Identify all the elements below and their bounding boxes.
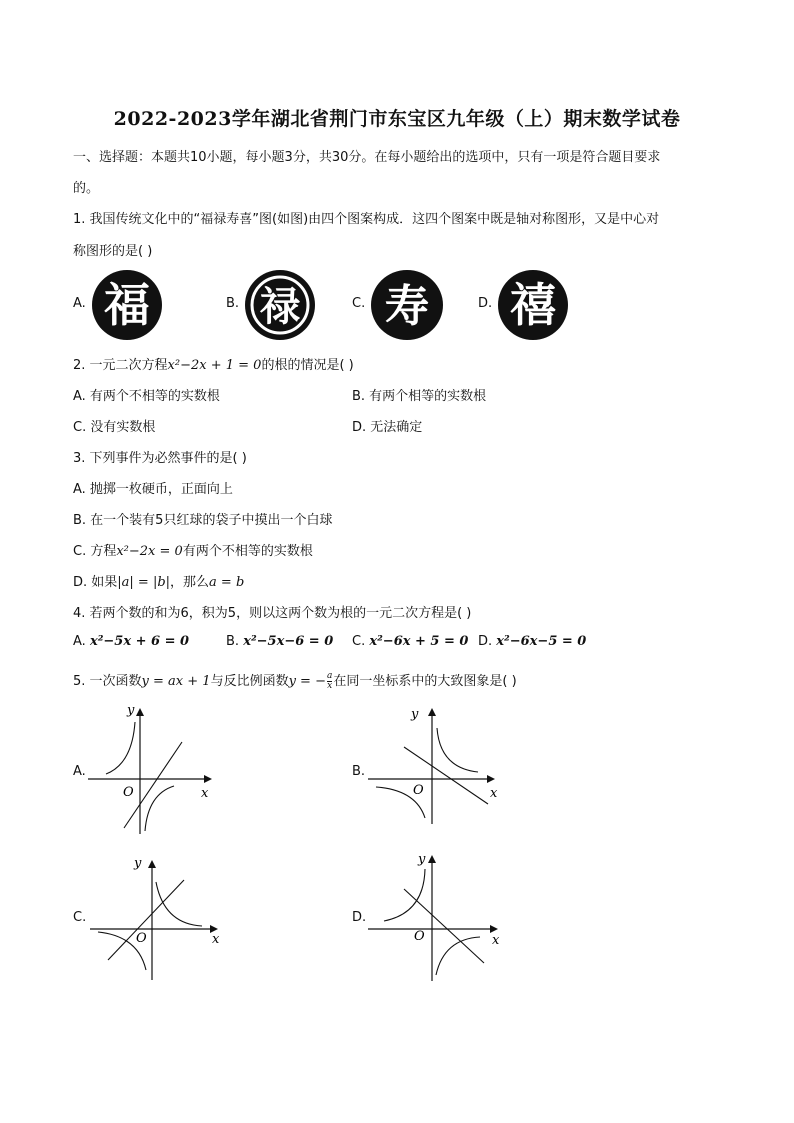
axis-x-label: x (212, 932, 220, 947)
q4-option-b (226, 634, 333, 649)
q5-stem-post: 在同一坐标系中的大致图象是( ) (333, 674, 517, 689)
q1-option-b-label: B. (226, 296, 240, 311)
origin-label: O (414, 929, 425, 944)
q4-option-d (478, 634, 586, 649)
q1-option-a-label: A. (73, 296, 86, 311)
q3-option-b: B. 在一个装有5只红球的袋子中摸出一个白球 (73, 513, 333, 528)
axis-x-label: x (490, 786, 498, 801)
origin-label: O (413, 783, 424, 798)
q2-option-c: C. 没有实数根 (73, 420, 156, 435)
q5-eq1: y = ax + 1 (141, 674, 211, 689)
axis-y-label: y (411, 707, 419, 722)
q1-option-c-label: C. (352, 296, 366, 311)
section-heading-line1: 一、选择题：本题共10小题，每小题3分，共30分。在每小题给出的选项中，只有一项是符合题目要求 (73, 150, 661, 165)
q5-graph-c (90, 850, 225, 985)
q4-option-a-label: A. (73, 634, 86, 649)
q2-stem-post: 的根的情况是( ) (261, 358, 354, 373)
q4-option-d-eq: x²−6x−5 = 0 (496, 634, 587, 649)
q4-option-a (73, 634, 189, 649)
q5-eq2-pre: y = − (288, 674, 326, 689)
q3-option-d-eq1: |a| = |b| (117, 575, 171, 590)
q5-stem (73, 670, 517, 691)
q5-graph-d (368, 845, 508, 985)
q3-option-c (73, 540, 313, 559)
q4-option-b-label: B. (226, 634, 240, 649)
q1-stem-line2: 称图形的是( ) (73, 244, 153, 259)
q4-option-c-label: C. (352, 634, 366, 649)
axis-y-label: y (127, 703, 135, 718)
q2-option-b: B. 有两个相等的实数根 (352, 389, 487, 404)
axis-y-label: y (134, 856, 142, 871)
section-heading-line2: 的。 (73, 181, 100, 196)
q3-stem: 3. 下列事件为必然事件的是( ) (73, 451, 247, 466)
q4-stem: 4. 若两个数的和为6，积为5，则以这两个数为根的一元二次方程是( ) (73, 606, 472, 621)
lu-seal-icon (243, 268, 317, 342)
q2-stem (73, 354, 354, 373)
q5-graph-b-label: B. (352, 764, 366, 779)
lu-glyph: 禄 (260, 283, 300, 330)
q4-option-c-eq: x²−6x + 5 = 0 (369, 634, 469, 649)
axis-x-label: x (201, 786, 209, 801)
axis-y-label: y (418, 852, 426, 867)
q4-option-c (352, 634, 468, 649)
q3-option-c-eq: x²−2x = 0 (116, 544, 183, 559)
shou-glyph: 寿 (385, 281, 429, 332)
shou-seal-icon (369, 268, 445, 342)
q5-graph-d-label: D. (352, 910, 367, 925)
q2-equation: x²−2x + 1 = 0 (167, 358, 262, 373)
xi-seal-icon (496, 268, 570, 342)
q5-graph-c-label: C. (73, 910, 87, 925)
section-heading-cont (73, 177, 99, 196)
q5-stem-mid: 与反比例函数 (210, 674, 289, 689)
q5-frac-num: a (326, 671, 333, 681)
q5-fraction (327, 672, 332, 691)
q3-option-d-mid: ，那么 (170, 575, 210, 590)
q2-stem-pre: 2. 一元二次方程 (73, 358, 168, 373)
q2-option-a: A. 有两个不相等的实数根 (73, 389, 220, 404)
q1-option-d-label: D. (478, 296, 493, 311)
q1-stem-line1: 1. 我国传统文化中的“福禄寿喜”图(如图)由四个图案构成．这四个图案中既是轴对称图形，又是中心对 (73, 212, 660, 227)
fu-glyph: 福 (104, 278, 150, 332)
q5-frac-den: x (327, 681, 333, 691)
origin-label: O (123, 785, 134, 800)
q5-graph-b (368, 700, 503, 835)
q4-option-b-eq: x²−5x−6 = 0 (243, 634, 334, 649)
q3-option-d (73, 571, 244, 590)
xi-glyph: 禧 (510, 278, 556, 332)
origin-label: O (136, 931, 147, 946)
q4-option-d-label: D. (478, 634, 493, 649)
section-heading (73, 146, 660, 165)
q3-option-c-pre: C. 方程 (73, 544, 117, 559)
q5-graph-a-label: A. (73, 764, 86, 779)
axis-x-label: x (492, 933, 500, 948)
q5-stem-pre: 5. 一次函数 (73, 674, 142, 689)
fu-seal-icon (90, 268, 164, 342)
q2-option-d: D. 无法确定 (352, 420, 423, 435)
q3-option-d-eq2: a = b (209, 575, 245, 590)
q3-option-a: A. 抛掷一枚硬币，正面向上 (73, 482, 233, 497)
q3-option-c-post: 有两个不相等的实数根 (182, 544, 313, 559)
page-title: 2022-2023学年湖北省荆门市东宝区九年级（上）期末数学试卷 (113, 108, 681, 130)
q4-option-a-eq: x²−5x + 6 = 0 (89, 634, 190, 649)
q5-graph-a (88, 700, 218, 835)
q3-option-d-pre: D. 如果 (73, 575, 118, 590)
